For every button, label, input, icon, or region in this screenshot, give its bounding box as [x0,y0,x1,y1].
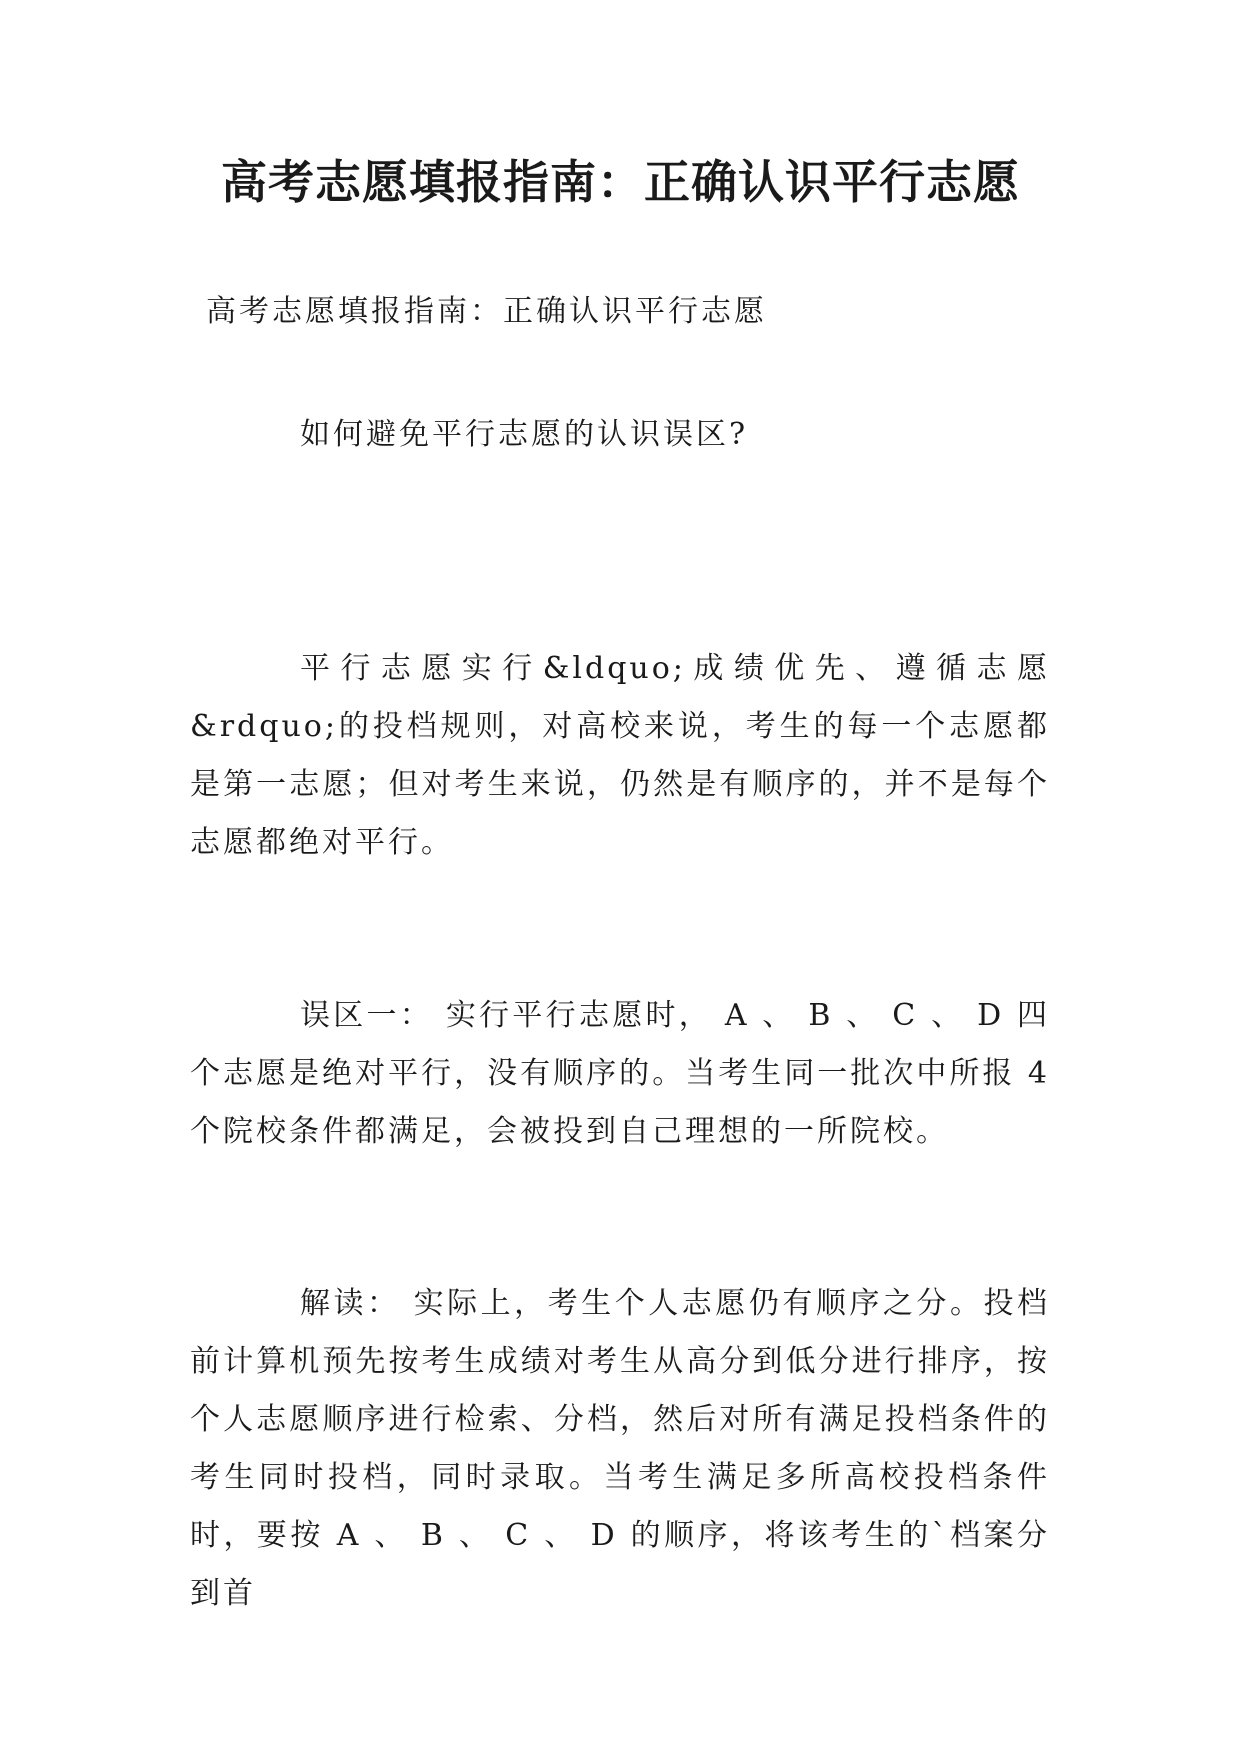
paragraph-rule: 平行志愿实行&ldquo;成绩优先、遵循志愿&rdquo;的投档规则，对高校来说，考生的每一个志愿都是第一志愿；但对考生来说，仍然是有顺序的，并不是每个志愿都绝对平行。 [190,651,1050,860]
paragraph-interpretation: 解读： 实际上，考生个人志愿仍有顺序之分。投档前计算机预先按考生成绩对考生从高分到低分进行排序，按个人志愿顺序进行检索、分档，然后对所有满足投档条件的考生同时投档，同时录取。当考生满足多所高校投档条件时，要按 A 、 B 、 C 、 D 的顺序，将该考生的`档案分到首 [190,1286,1050,1611]
paragraph-misconception-one: 误区一： 实行平行志愿时， A 、 B 、 C 、 D 四个志愿是绝对平行，没有顺序的。当考生同一批次中所报 4 个院校条件都满足，会被投到自己理想的一所院校。 [190,998,1050,1149]
paragraph-question: 如何避免平行志愿的认识误区? [300,417,749,452]
document-title: 高考志愿填报指南：正确认识平行志愿 [221,155,1020,209]
document-subtitle: 高考志愿填报指南：正确认识平行志愿 [206,294,767,329]
